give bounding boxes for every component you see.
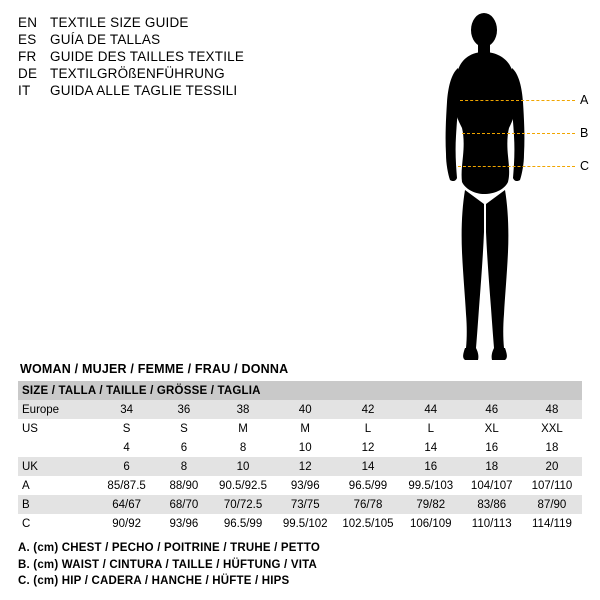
table-cell: 18 [522,438,582,457]
table-group-label: WOMAN / MUJER / FEMME / FRAU / DONNA [20,362,289,376]
table-cell: M [274,419,336,438]
table-cell: L [336,419,400,438]
language-code: FR [18,49,37,64]
table-cell: 96.5/99 [212,514,275,533]
row-label: C [18,514,97,533]
table-cell: 14 [336,457,400,476]
table-cell: 16 [462,438,522,457]
table-cell: 46 [462,400,522,419]
row-label: US [18,419,97,438]
table-cell: 93/96 [156,514,211,533]
table-cell: 8 [212,438,275,457]
row-label: Europe [18,400,97,419]
body-figure [420,8,590,368]
table-cell: 99.5/103 [400,476,462,495]
table-cell: 64/67 [97,495,156,514]
row-label [18,438,97,457]
table-header-label: SIZE / TALLA / TAILLE / GRÖSSE / TAGLIA [18,381,582,400]
table-cell: 8 [156,457,211,476]
language-title: GUIDE DES TAILLES TEXTILE [50,49,245,64]
language-row [18,82,348,99]
table-cell: M [212,419,275,438]
table-cell: 114/119 [522,514,582,533]
table-cell: 79/82 [400,495,462,514]
table-cell: 20 [522,457,582,476]
table-cell: L [400,419,462,438]
table-row [18,400,582,419]
legend-line-a: A. (cm) CHEST / PECHO / POITRINE / TRUHE / PETTO [18,542,321,554]
table-cell: XL [462,419,522,438]
table-row [18,476,582,495]
language-code: EN [18,15,38,30]
table-cell: 6 [156,438,211,457]
table-cell: 38 [212,400,275,419]
language-title: GUIDA ALLE TAGLIE TESSILI [50,83,238,98]
table-cell: 88/90 [156,476,211,495]
table-row [18,438,582,457]
table-row [18,495,582,514]
table-cell: 48 [522,400,582,419]
table-cell: 6 [97,457,156,476]
table-cell: 87/90 [522,495,582,514]
table-cell: 99.5/102 [274,514,336,533]
table-cell: 90.5/92.5 [212,476,275,495]
measure-label-b: B [580,126,589,140]
legend-line-c: C. (cm) HIP / CADERA / HANCHE / HÜFTE / HIPS [18,575,290,587]
table-cell: 107/110 [522,476,582,495]
female-silhouette-icon [420,8,590,368]
table-cell: 12 [336,438,400,457]
table-cell: 102.5/105 [336,514,400,533]
table-cell: 68/70 [156,495,211,514]
table-cell: 36 [156,400,211,419]
language-title: TEXTILE SIZE GUIDE [50,15,189,30]
measure-line-waist [462,133,575,134]
size-table-section [18,362,582,533]
table-cell: 4 [97,438,156,457]
measure-label-c: C [580,159,590,173]
legend-line-b: B. (cm) WAIST / CINTURA / TAILLE / HÜFTUNG / VITA [18,558,317,571]
table-cell: 42 [336,400,400,419]
language-code: IT [18,83,31,98]
table-cell: 104/107 [462,476,522,495]
table-cell: 110/113 [462,514,522,533]
language-row [18,31,348,48]
language-title: GUÍA DE TALLAS [50,32,161,47]
table-cell: 85/87.5 [97,476,156,495]
table-cell: 73/75 [274,495,336,514]
table-cell: XXL [522,419,582,438]
table-row [18,514,582,533]
table-cell: 40 [274,400,336,419]
language-row [18,14,348,31]
language-code: DE [18,66,38,81]
language-title: TEXTILGRÖßENFÜHRUNG [50,66,225,81]
table-cell: 10 [212,457,275,476]
table-cell: 34 [97,400,156,419]
row-label: UK [18,457,97,476]
table-cell: 44 [400,400,462,419]
table-cell: 10 [274,438,336,457]
table-cell: 76/78 [336,495,400,514]
table-header-row [18,381,582,400]
table-cell: 14 [400,438,462,457]
language-row [18,48,348,65]
row-label: A [18,476,97,495]
language-code: ES [18,32,37,47]
table-cell: 83/86 [462,495,522,514]
table-cell: 12 [274,457,336,476]
measurement-legend [18,540,582,590]
table-cell: S [97,419,156,438]
row-label: B [18,495,97,514]
measure-line-hip [458,166,575,167]
language-row [18,65,348,82]
table-cell: 93/96 [274,476,336,495]
table-cell: 70/72.5 [212,495,275,514]
measure-label-a: A [580,93,589,107]
table-cell: 96.5/99 [336,476,400,495]
table-cell: 106/109 [400,514,462,533]
table-cell: S [156,419,211,438]
table-row [18,457,582,476]
table-row [18,419,582,438]
language-title-list [18,14,348,99]
table-cell: 16 [400,457,462,476]
table-cell: 18 [462,457,522,476]
table-cell: 90/92 [97,514,156,533]
measure-line-chest [460,100,575,101]
size-table [18,381,582,533]
